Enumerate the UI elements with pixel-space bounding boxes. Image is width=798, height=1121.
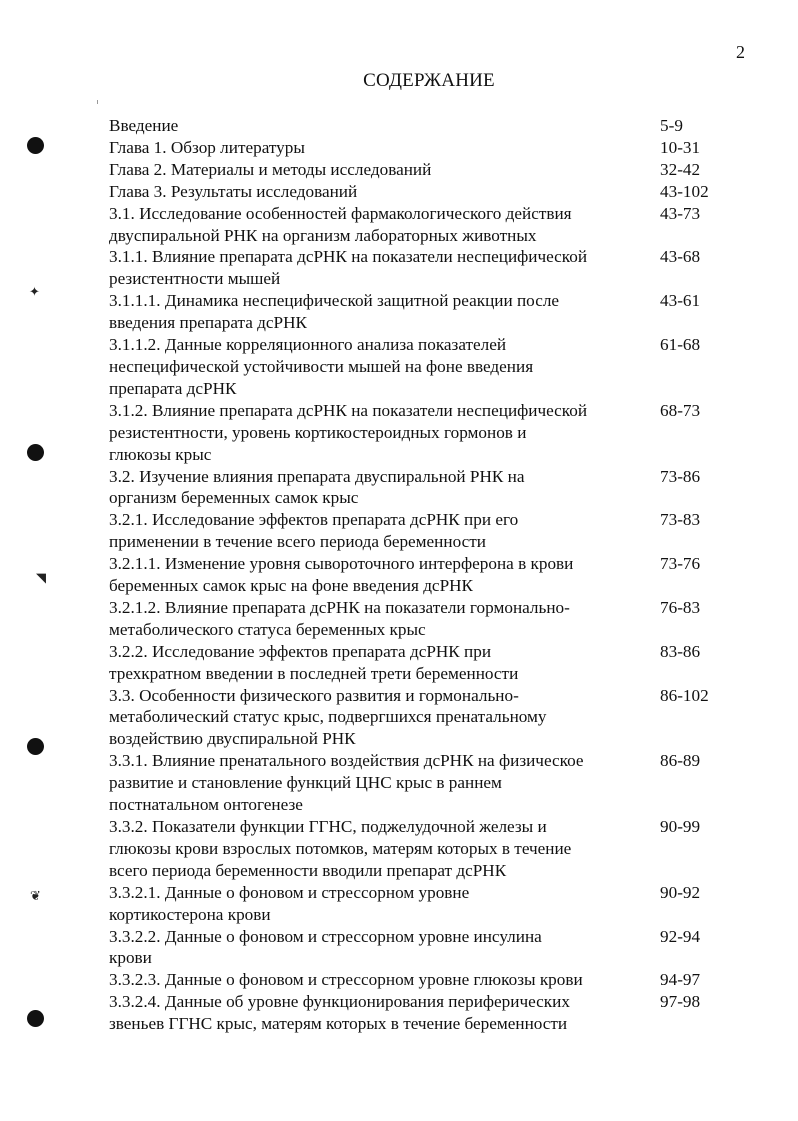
page-title: СОДЕРЖАНИЕ [363,70,495,91]
toc-entry-line: 3.2.2. Исследование эффектов препарата дсРНК при [109,641,492,661]
scan-speck: ✦ [29,284,40,299]
toc-entry-title [109,400,654,466]
toc-entry [109,969,729,991]
toc-entry-pages: 94-97 [660,970,701,990]
toc-entry [109,553,729,597]
toc-entry-pages: 43-73 [660,203,701,223]
toc-entry-line: двуспиральной РНК на организм лабораторных животных [109,225,537,245]
toc-entry [109,334,729,400]
toc-entry-line: 3.1. Исследование особенностей фармакологического действия [109,203,572,223]
toc-entry-pages: 43-61 [660,291,701,311]
toc-entry-line: метаболического статуса беременных крыс [109,619,426,639]
binder-hole-dot [27,1010,44,1027]
toc-entry-line: трехкратном введении в последней трети беременности [109,663,519,683]
toc-entry-pages: 5-9 [660,116,683,135]
toc-entry [109,991,729,1035]
toc-entry-pages: 73-86 [660,466,701,486]
toc-entry [109,926,729,970]
toc-entry-pages: 90-92 [660,882,701,902]
toc-entry-pages: 43-68 [660,247,701,267]
table-of-contents [109,115,729,1035]
binder-hole-dot [27,137,44,154]
toc-entry-title [109,991,654,1035]
toc-entry-line: резистентности, уровень кортикостероидных гормонов и [109,422,527,442]
toc-entry-line: 3.3.2. Показатели функции ГГНС, поджелудочной железы и [109,817,547,836]
toc-entry-line: беременных самок крыс на фоне введения дсРНК [109,576,474,596]
toc-entry [109,159,729,181]
toc-entry-line: 3.2.1.1. Изменение уровня сывороточного интерферона в крови [109,554,574,574]
toc-entry-title [109,641,654,685]
toc-entry-title [109,115,654,137]
toc-entry [109,750,729,816]
toc-entry-pages: 10-31 [660,137,701,157]
toc-entry-title [109,882,654,926]
toc-entry-pages: 86-89 [660,751,701,771]
toc-entry [109,685,729,751]
toc-entry-line: неспецифической устойчивости мышей на фоне введения [109,356,534,376]
toc-entry-line: постнатальном онтогенезе [109,795,303,815]
toc-entry-pages: 73-83 [660,510,701,530]
toc-entry [109,246,729,290]
binder-hole-dot [27,738,44,755]
toc-entry-line: 3.1.1.2. Данные корреляционного анализа показателей [109,335,507,355]
toc-entry-pages: 92-94 [660,926,701,946]
toc-entry-line: 3.3.1. Влияние пренатального воздействия дсРНК на физическое [109,751,584,771]
toc-entry-title [109,466,654,510]
toc-entry [109,203,729,247]
toc-entry-title [109,137,654,159]
toc-entry-line: 3.3.2.3. Данные о фоновом и стрессорном уровне глюкозы крови [109,970,583,990]
toc-entry [109,400,729,466]
toc-entry-line: 3.3.2.4. Данные об уровне функционирования периферических [109,992,570,1012]
toc-entry [109,466,729,510]
toc-entry-line: резистентности мышей [109,269,281,289]
toc-entry-line: 3.1.1. Влияние препарата дсРНК на показатели неспецифической [109,247,588,267]
toc-entry-line: организм беременных самок крыс [109,488,359,508]
page-number: 2 [736,42,745,62]
toc-entry [109,181,729,203]
toc-entry-line: глюкозы крови взрослых потомков, матерям которых в течение [109,838,572,858]
toc-entry-line: 3.1.2. Влияние препарата дсРНК на показатели неспецифической [109,400,588,420]
toc-entry-line: Глава 2. Материалы и методы исследований [109,159,432,179]
toc-entry-title [109,181,654,203]
toc-entry-line: 3.3. Особенности физического развития и гормонально- [109,685,519,705]
toc-entry-line: крови [109,948,152,968]
toc-entry-pages: 83-86 [660,641,701,661]
toc-entry-line: 3.2.1.2. Влияние препарата дсРНК на показатели гормонально- [109,597,570,617]
scan-speck: ◥ [36,570,46,585]
toc-entry-line: всего периода беременности вводили препарат дсРНК [109,860,507,880]
scan-mark [97,100,98,104]
toc-entry-title [109,159,654,181]
toc-entry-pages: 86-102 [660,685,709,705]
toc-entry-pages: 43-102 [660,181,709,201]
toc-entry-pages: 90-99 [660,817,701,836]
toc-entry-pages: 97-98 [660,992,701,1012]
toc-entry-line: введения препарата дсРНК [109,313,307,333]
toc-entry-title [109,816,654,882]
toc-entry-line: 3.2. Изучение влияния препарата двуспиральной РНК на [109,466,525,486]
toc-entry-title [109,290,654,334]
toc-entry-line: 3.2.1. Исследование эффектов препарата дсРНК при его [109,510,519,530]
binder-hole-dot [27,444,44,461]
toc-entry-line: воздействию двуспиральной РНК [109,729,356,749]
toc-entry-pages: 73-76 [660,554,701,574]
toc-entry [109,597,729,641]
toc-entry [109,137,729,159]
toc-entry-pages: 68-73 [660,400,701,420]
toc-entry-line: Глава 3. Результаты исследований [109,181,358,201]
toc-entry-title [109,969,654,991]
toc-entry-line: препарата дсРНК [109,378,237,398]
toc-entry-pages: 32-42 [660,159,701,179]
toc-entry-line: 3.3.2.1. Данные о фоновом и стрессорном уровне [109,882,470,902]
toc-entry-line: Глава 1. Обзор литературы [109,137,305,157]
toc-entry-title [109,926,654,970]
toc-entry-title [109,597,654,641]
toc-entry [109,115,729,137]
scan-speck: ❦ [30,888,41,903]
toc-entry-title [109,203,654,247]
toc-entry-pages: 76-83 [660,597,701,617]
toc-entry-title [109,509,654,553]
toc-entry-line: метаболический статус крыс, подвергшихся пренатальному [109,707,547,727]
toc-entry [109,290,729,334]
toc-entry-line: развитие и становление функций ЦНС крыс в раннем [109,773,502,793]
toc-entry-title [109,685,654,751]
toc-entry-line: звеньев ГГНС крыс, матерям которых в течение беременности [109,1014,568,1034]
toc-entry [109,641,729,685]
toc-entry-title [109,246,654,290]
toc-entry-pages: 61-68 [660,335,701,355]
toc-entry [109,882,729,926]
toc-entry-line: глюкозы крыс [109,444,212,464]
toc-entry-line: 3.3.2.2. Данные о фоновом и стрессорном уровне инсулина [109,926,542,946]
toc-entry-line: 3.1.1.1. Динамика неспецифической защитной реакции после [109,291,560,311]
toc-entry [109,816,729,882]
toc-entry-line: кортикостерона крови [109,904,271,924]
toc-entry-title [109,750,654,816]
toc-entry-line: Введение [109,116,179,135]
toc-entry [109,509,729,553]
toc-entry-title [109,334,654,400]
toc-entry-title [109,553,654,597]
toc-entry-line: применении в течение всего периода беременности [109,532,486,552]
